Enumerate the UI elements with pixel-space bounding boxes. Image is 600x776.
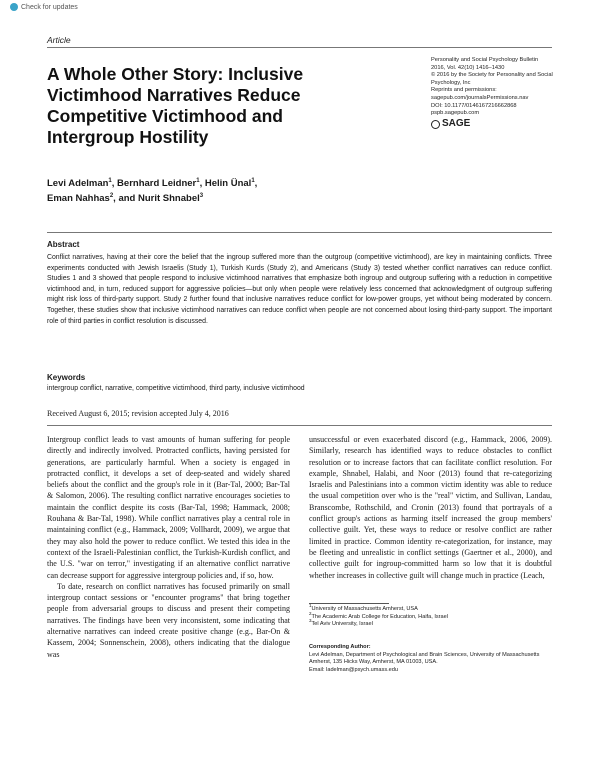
abstract-text: Conflict narratives, having at their core the belief that the ingroup suffered more than the outgroup (competitive victimhood), are key in maintaining conflicts. Three experiments conducted with Jewish Israelis (Study 1), Turkish Kurds (Study 2), and Americans (Study 3) tested whether conflict narratives can reduce conflict. Studies 1 and 3 showed that people respond to inclusive victimhood narratives that emphasize both ingroup and outgroup suffering with a reduction in competitive victimhood and, in turn, reduced support for aggressive policies—but only when people were relatively less concerned that acknowledgment of outgroup suffering might risk loss of third-party support. Study 2 further found that inclusive narratives reduce conflict for low-power groups, yet without being moderated by concern. Together, these studies show that inclusive victimhood narratives can reduce conflict when people are not concerned about losing third-party support. The important role of third parties in conflict resolution is discussed. (47, 254, 552, 325)
footnote-text: University of Massachusetts Amherst, USA (311, 606, 418, 612)
footnote-text: Tel Aviv University, Israel (311, 621, 373, 627)
permissions-link[interactable]: sagepub.com/journalsPermissions.nav (431, 94, 529, 101)
footnote-item (309, 603, 552, 614)
corresponding-author (309, 644, 552, 674)
footnote-divider (309, 603, 389, 604)
author-name: Eman Nahhas (47, 192, 110, 204)
body-paragraph: To date, research on conflict narratives has focused primarily on small intergroup contact sessions or "encounter programs" that bring together people from adversarial groups to discuss and present their competing narratives. The findings have been very inconsistent, some indicating that alternative narratives can indeed create positive change (e.g., Bar-On & Kassem, 2004; Sonnenschein, 2008), others indicating that the dialogue was (47, 581, 290, 659)
corresponding-email[interactable]: Email: ladelman@psych.umass.edu (309, 666, 399, 673)
journal-name: Personality and Social Psychology Bulletin (431, 57, 539, 63)
publisher-name: SAGE (442, 118, 471, 130)
abstract-divider (47, 232, 552, 233)
badge-label: Check for updates (21, 3, 78, 11)
footnote-number: 2 (309, 610, 312, 616)
received-dates: Received August 6, 2015; revision accepted July 4, 2016 (47, 409, 229, 418)
author-name: Bernhard Leidner (117, 178, 197, 189)
journal-copyright: © 2016 by the Society for Personality and Social Psychology, Inc (431, 72, 553, 86)
affiliation-footnotes (309, 603, 552, 629)
body-divider (47, 425, 552, 426)
footnote-number: 3 (309, 618, 312, 624)
publisher-logo (431, 120, 561, 129)
affiliation-marker: 3 (199, 192, 204, 199)
affiliation-marker: 1 (196, 177, 200, 184)
update-check-icon (10, 3, 18, 11)
corresponding-text: Levi Adelman, Department of Psychological and Brain Sciences, University of Massachusetts Amherst, 135 Hicks Way, Amherst, MA 01003, USA. (309, 651, 540, 665)
footnote-item (309, 610, 552, 622)
author-name: Nurit Shnabel (137, 192, 200, 204)
footnote-text: The Academic Arab College for Education, Haifa, Israel (311, 613, 449, 620)
article-type-label: Article (47, 35, 71, 45)
journal-site-link[interactable]: pspb.sagepub.com (431, 110, 480, 117)
body-column-right (309, 434, 552, 581)
body-column-left (47, 434, 290, 660)
journal-reprints: Reprints and permissions: (431, 87, 497, 94)
author-list (47, 177, 367, 206)
header-divider (47, 47, 552, 48)
author-line-2: Eman Nahhas$^2$, and Nurit Shnabel$^3$ (47, 192, 204, 204)
affiliation-marker: 1 (251, 177, 255, 184)
footnote-item (309, 618, 552, 629)
affiliation-marker: 1 (108, 177, 112, 184)
journal-info (431, 57, 561, 129)
affiliation-marker: 2 (109, 192, 114, 199)
body-paragraph: Intergroup conflict leads to vast amounts of human suffering for people directly and indirectly involved. Protracted conflicts, having persisted for generations, are particularly harmful. When a society is engaged in protracted conflict, it develops a set of deep-seated and widely shared beliefs about the conflict and the group's role in it (Bar-Tal, 2000; Bar-Tal & Salomon, 2006). The resulting conflict narrative encourages societies to maintain the conflict despite its costs (Bar-Tal, 1998; Hammack, 2008; Rouhana & Bar-Tal, 1998). While conflict narratives play a central role in maintaining conflict (e.g., Hammack, 2009; Vollhardt, 2009), we argue that they may also hold the power to reduce conflict. We tested this idea in the context of the Israeli-Palestinian conflict, the Turkish-Kurdish conflict, and the U.S. "war on terror," investigating if an alternative conflict narrative can decrease support for aggressive intergroup policies and, if so, how. (47, 435, 290, 580)
author-name: Levi Adelman (47, 178, 109, 189)
abstract-heading: Abstract (47, 240, 80, 249)
check-for-updates-badge[interactable] (10, 3, 78, 11)
author-line-1: Levi Adelman$^1$, Bernhard Leidner$^1$, Helin Ünal$^1$, (47, 177, 258, 189)
sage-logo-icon (431, 120, 440, 129)
doi-link[interactable]: DOI: 10.1177/0146167216662868 (431, 102, 517, 109)
keywords-text: intergroup conflict, narrative, competitive victimhood, third party, inclusive victimhood (47, 385, 305, 392)
author-name: Helin Ünal (204, 178, 252, 189)
keywords-heading: Keywords (47, 373, 86, 382)
author-conjunction: and (118, 192, 136, 204)
corresponding-heading: Corresponding Author: (309, 644, 371, 650)
body-paragraph: unsuccessful or even exacerbated discord (e.g., Hammack, 2006, 2009). Similarly, research has identified ways to reduce obstacles to conflict resolution or to increase factors that can facilitate conflict resolution. For example, Shnabel, Halabi, and Noor (2013) found that re-categorizing Israelis and Palestinians into a common victim identity was able to reduce the usual competition over who is the "real" victim, and Sullivan, Landau, Branscombe, Rothschild, and Cronin (2013) found that portrayals of a conflict group's actions as harming itself increased the group members' collective guilt. Yet, these ways to reduce or resolve conflict are rather limited in practice. Common identity re-categorization, for instance, may be fleeting and unrealistic in conflict settings (Gaertner et al., 2000), and collective guilt for ingroup-committed harm so low that it is doubtful whether increases in collective guilt will change much in practice (Leach, (309, 435, 552, 580)
journal-citation: 2016, Vol. 42(10) 1416–1430 (431, 64, 505, 71)
paper-title: A Whole Other Story: Inclusive Victimhood Narratives Reduce Competitive Victimhood and Intergroup Hostility (47, 64, 304, 147)
footnote-number: 1 (309, 603, 312, 609)
